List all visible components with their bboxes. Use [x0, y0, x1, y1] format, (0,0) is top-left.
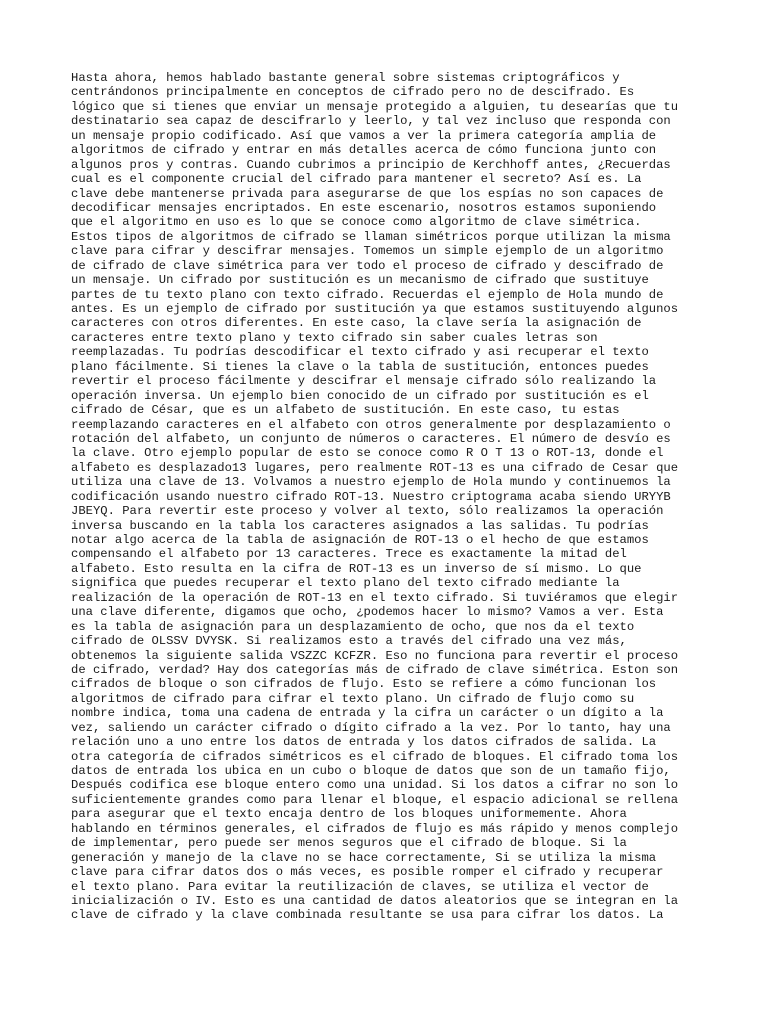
text-line: cual es el componente crucial del cifrado para mantener el secreto? Así es. La: [71, 172, 642, 187]
text-line: un mensaje propio codificado. Así que vamos a ver la primera categoría amplia de: [71, 128, 657, 143]
text-line: Hasta ahora, hemos hablado bastante general sobre sistemas criptográficos y: [71, 71, 620, 85]
text-line: Estos tipos de algoritmos de cifrado se llaman simétricos porque utilizan la misma: [71, 229, 671, 244]
text-line: clave de cifrado y la clave combinada resultante se usa para cifrar los datos. La: [71, 908, 664, 923]
text-line: reemplazadas. Tu podrías descodificar el texto cifrado y asi recuperar el texto: [71, 345, 649, 360]
text-line: para asegurar que el texto encaja dentro de los bloques uniformemente. Ahora: [71, 807, 627, 822]
text-line: revertir el proceso fácilmente y descifrar el mensaje cifrado sólo realizando la: [71, 374, 657, 389]
text-line: clave para cifrar y descifrar mensajes. Tomemos un simple ejemplo de un algoritmo: [71, 244, 664, 259]
body-text: [71, 71, 711, 923]
text-line: utiliza una clave de 13. Volvamos a nuestro ejemplo de Hola mundo y continuemos la: [71, 475, 671, 490]
text-line: nombre indica, toma una cadena de entrada y la cifra un carácter o un dígito a la: [71, 706, 664, 721]
text-line: vez, saliendo un carácter cifrado o dígito cifrado a la vez. Por lo tanto, hay una: [71, 720, 671, 735]
text-line: generación y manejo de la clave no se hace correctamente, Si se utiliza la misma: [71, 850, 657, 865]
text-line: de cifrado de clave simétrica para ver todo el proceso de cifrado y descifrado de: [71, 258, 664, 273]
text-line: es la tabla de asignación para un desplazamiento de ocho, que nos da el texto: [71, 619, 635, 634]
text-line: clave para cifrar datos dos o más veces, es posible romper el cifrado y recuperar: [71, 865, 664, 880]
text-line: cifrado de César, que es un alfabeto de sustitución. En este caso, tu estas: [71, 403, 620, 418]
text-line: algoritmos de cifrado y entrar en más detalles acerca de cómo funciona junto con: [71, 143, 657, 158]
text-line: Después codifica ese bloque entero como una unidad. Si los datos a cifrar no son lo: [71, 778, 679, 793]
text-line: obtenemos la siguiente salida VSZZC KCFZR. Eso no funciona para revertir el proceso: [71, 648, 679, 663]
text-line: cifrados de bloque o son cifrados de flujo. Esto se refiere a cómo funcionan los: [71, 677, 657, 692]
text-line: suficientemente grandes como para llenar el bloque, el espacio adicional se rellena: [71, 792, 679, 807]
text-line: compensando el alfabeto por 13 caracteres. Trece es exactamente la mitad del: [71, 547, 627, 562]
text-line: que el algoritmo en uso es lo que se conoce como algoritmo de clave simétrica.: [71, 215, 642, 230]
text-line: lógico que si tienes que enviar un mensaje protegido a alguien, tu desearías que tu: [71, 99, 679, 114]
text-line: destinatario sea capaz de descifrarlo y leerlo, y tal vez incluso que responda con: [71, 114, 671, 129]
text-line: cifrado de OLSSV DVYSK. Si realizamos esto a través del cifrado una vez más,: [71, 634, 627, 649]
text-line: algoritmos de cifrado para cifrar el texto plano. Un cifrado de flujo como su: [71, 691, 635, 706]
text-line: codificación usando nuestro cifrado ROT-13. Nuestro criptograma acaba siendo URYYB: [71, 489, 671, 504]
text-line: el texto plano. Para evitar la reutilización de claves, se utiliza el vector de: [71, 879, 649, 894]
text-line: la clave. Otro ejemplo popular de esto se conoce como R O T 13 o ROT-13, donde el: [71, 446, 664, 461]
text-line: relación uno a uno entre los datos de entrada y los datos cifrados de salida. La: [71, 735, 657, 750]
text-line: clave debe mantenerse privada para asegurarse de que los espías no son capaces de: [71, 186, 664, 201]
text-line: de implementar, pero puede ser menos seguros que el cifrado de bloque. Si la: [71, 836, 627, 851]
text-line: centrándonos principalmente en conceptos de cifrado pero no de descifrado. Es: [71, 85, 635, 100]
text-line: antes. Es un ejemplo de cifrado por sustitución ya que estamos sustituyendo algunos: [71, 302, 679, 316]
text-line: operación inversa. Un ejemplo bien conocido de un cifrado por sustitución es el: [71, 388, 649, 403]
text-line: decodificar mensajes encriptados. En este escenario, nosotros estamos suponiendo: [71, 200, 657, 215]
text-line: algunos pros y contras. Cuando cubrimos a principio de Kerchhoff antes, ¿Recuerdas: [71, 157, 671, 172]
text-line: rotación del alfabeto, un conjunto de números o caracteres. El número de desvío es: [71, 431, 671, 446]
text-line: un mensaje. Un cifrado por sustitución es un mecanismo de cifrado que sustituye: [71, 273, 649, 288]
text-line: inversa buscando en la tabla los caracteres asignados a las salidas. Tu podrías: [71, 518, 649, 533]
text-line: de cifrado, verdad? Hay dos categorías más de cifrado de clave simétrica. Eston son: [71, 662, 679, 677]
text-line: reemplazando caracteres en el alfabeto con otros generalmente por desplazamiento o: [71, 417, 671, 432]
text-line: alfabeto. Esto resulta en la cifra de ROT-13 es un inverso de sí mismo. Lo que: [71, 561, 642, 576]
text-line: caracteres entre texto plano y texto cifrado sin saber cuales letras son: [71, 330, 598, 345]
text-line: notar algo acerca de la tabla de asignación de ROT-13 o el hecho de que estamos: [71, 533, 649, 547]
text-line: alfabeto es desplazado13 lugares, pero realmente ROT-13 es una cifrado de Cesar que: [71, 460, 679, 475]
text-line: una clave diferente, digamos que ocho, ¿podemos hacer lo mismo? Vamos a ver. Esta: [71, 605, 664, 620]
text-line: inicialización o IV. Esto es una cantidad de datos aleatorios que se integran en la: [71, 893, 679, 908]
text-line: realización de la operación de ROT-13 en el texto cifrado. Si tuviéramos que elegir: [71, 590, 679, 605]
text-line: caracteres con otros diferentes. En este caso, la clave sería la asignación de: [71, 316, 642, 331]
text-line: JBEYQ. Para revertir este proceso y volver al texto, sólo realizamos la operación: [71, 504, 664, 519]
text-line: partes de tu texto plano con texto cifrado. Recuerdas el ejemplo de Hola mundo de: [71, 287, 664, 302]
text-line: hablando en términos generales, el cifrados de flujo es más rápido y menos complejo: [71, 821, 679, 836]
text-line: plano fácilmente. Si tienes la clave o la tabla de sustitución, entonces puedes: [71, 359, 649, 374]
text-line: otra categoría de cifrados simétricos es el cifrado de bloques. El cifrado toma los: [71, 749, 679, 764]
text-line: datos de entrada los ubica en un cubo o bloque de datos que son de un tamaño fijo,: [71, 764, 671, 778]
text-line: significa que puedes recuperar el texto plano del texto cifrado mediante la: [71, 576, 620, 591]
